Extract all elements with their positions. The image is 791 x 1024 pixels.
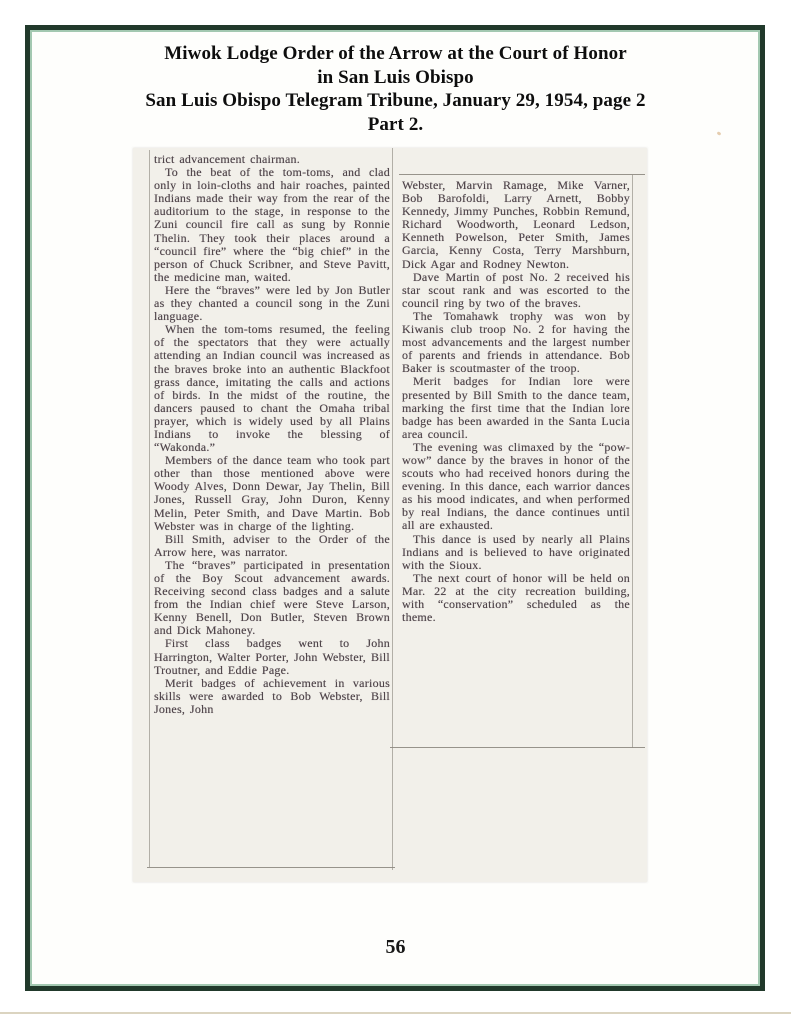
article-paragraph: Bill Smith, adviser to the Order of the Arrow here, was narrator. bbox=[154, 531, 390, 559]
article-paragraph: Merit badges of achievement in various skills were awarded to Bob Webster, Bill Jones, John bbox=[154, 675, 390, 716]
article-paragraph: Merit badges for Indian lore were presented by Bill Smith to the dance team, marking the first time that the Indian lore badge has been awarded in the Santa Lucia area council. bbox=[402, 374, 630, 441]
article-paragraph: The “braves” participated in presentation of the Boy Scout advancement awards. Receiving second class badges and a salute from the Indian chief were Steve Larson, Kenny Benell, Don Butler, Steven Brown and Dick Mahoney. bbox=[154, 557, 390, 638]
page-number: 56 bbox=[385, 936, 406, 958]
title-line-4: Part 2. bbox=[367, 113, 424, 135]
right-column-bottom-rule bbox=[390, 747, 645, 748]
column-divider-rule bbox=[392, 148, 393, 870]
article-left-column bbox=[154, 153, 390, 716]
right-column-top-rule bbox=[399, 174, 645, 175]
article-paragraph: This dance is used by nearly all Plains Indians and is believed to have originated with the Sioux. bbox=[402, 531, 630, 572]
article-paragraph: Dave Martin of post No. 2 received his star scout rank and was escorted to the council ring by two of the braves. bbox=[402, 269, 630, 310]
left-column-edge-rule bbox=[149, 150, 150, 867]
article-paragraph: The next court of honor will be held on Mar. 22 at the city recreation building, with “conservation” scheduled as the theme. bbox=[402, 570, 630, 625]
article-paragraph: trict advancement chairman. bbox=[154, 152, 301, 166]
scanned-page-edge-line bbox=[0, 1012, 791, 1014]
title-line-3: San Luis Obispo Telegram Tribune, January 29, 1954, page 2 bbox=[145, 90, 646, 111]
article-paragraph: The Tomahawk trophy was won by Kiwanis club troop No. 2 for having the most advancements and the largest number of parents and friends in attendance. Bob Baker is scoutmaster of the troop. bbox=[402, 308, 630, 376]
article-paragraph: The evening was climaxed by the “pow-wow” dance by the braves in honor of the scouts who had received honors during the evening. In this dance, each warrior dances as his mood indicates, and when performed by real Indians, the dance continues until all are exhausted. bbox=[402, 439, 630, 533]
newspaper-clipping bbox=[133, 148, 647, 882]
left-column-bottom-rule bbox=[147, 867, 395, 868]
page-title bbox=[0, 42, 791, 136]
title-line-2: in San Luis Obispo bbox=[317, 66, 474, 88]
title-line-1: Miwok Lodge Order of the Arrow at the Court of Honor bbox=[164, 43, 627, 64]
article-paragraph: To the beat of the tom-toms, and clad only in loin-cloths and hair roaches, painted Indians made their way from the rear of the auditorium to the stage, in response to the Zuni council fire call as sung by Ronnie Thelin. They took their places around a “council fire” where the “big chief” in the person of Chuck Scribner, and Steve Pavitt, the medicine man, waited. bbox=[154, 165, 390, 284]
article-paragraph: Here the “braves” were led by Jon Butler as they chanted a council song in the Zuni language. bbox=[154, 282, 390, 324]
article-paragraph: Members of the dance team who took part other than those mentioned above were Woody Alves, Donn Dewar, Jay Thelin, Bill Jones, Russell Gray, John Duron, Kenny Melin, Peter Smith, and Dave Martin. Bob Webster was in charge of the lighting. bbox=[154, 453, 390, 533]
article-paragraph: Webster, Marvin Ramage, Mike Varner, Bob Barofoldi, Larry Arnett, Bobby Kennedy, Jimmy Punches, Robbin Remund, Richard Woodworth, Leonard Ledson, Kenneth Powelson, Peter Smith, James Garcia, Kenny Costa, Terry Marshburn, Dick Agar and Rodney Newton. bbox=[402, 178, 630, 271]
article-paragraph: When the tom-toms resumed, the feeling of the spectators that they were actually attending an Indian council was increased as the braves broke into an authentic Blackfoot grass dance, imitating the calls and actions of birds. In the midst of the routine, the dancers paused to chant the Omaha tribal prayer, which is widely used by all Plains Indians to invoke the blessing of “Wakonda.” bbox=[154, 322, 390, 455]
article-paragraph: First class badges went to John Harrington, Walter Porter, John Webster, Bill Troutner, and Eddie Page. bbox=[154, 636, 390, 677]
right-column-edge-rule bbox=[632, 175, 633, 748]
article-right-column bbox=[402, 179, 630, 624]
